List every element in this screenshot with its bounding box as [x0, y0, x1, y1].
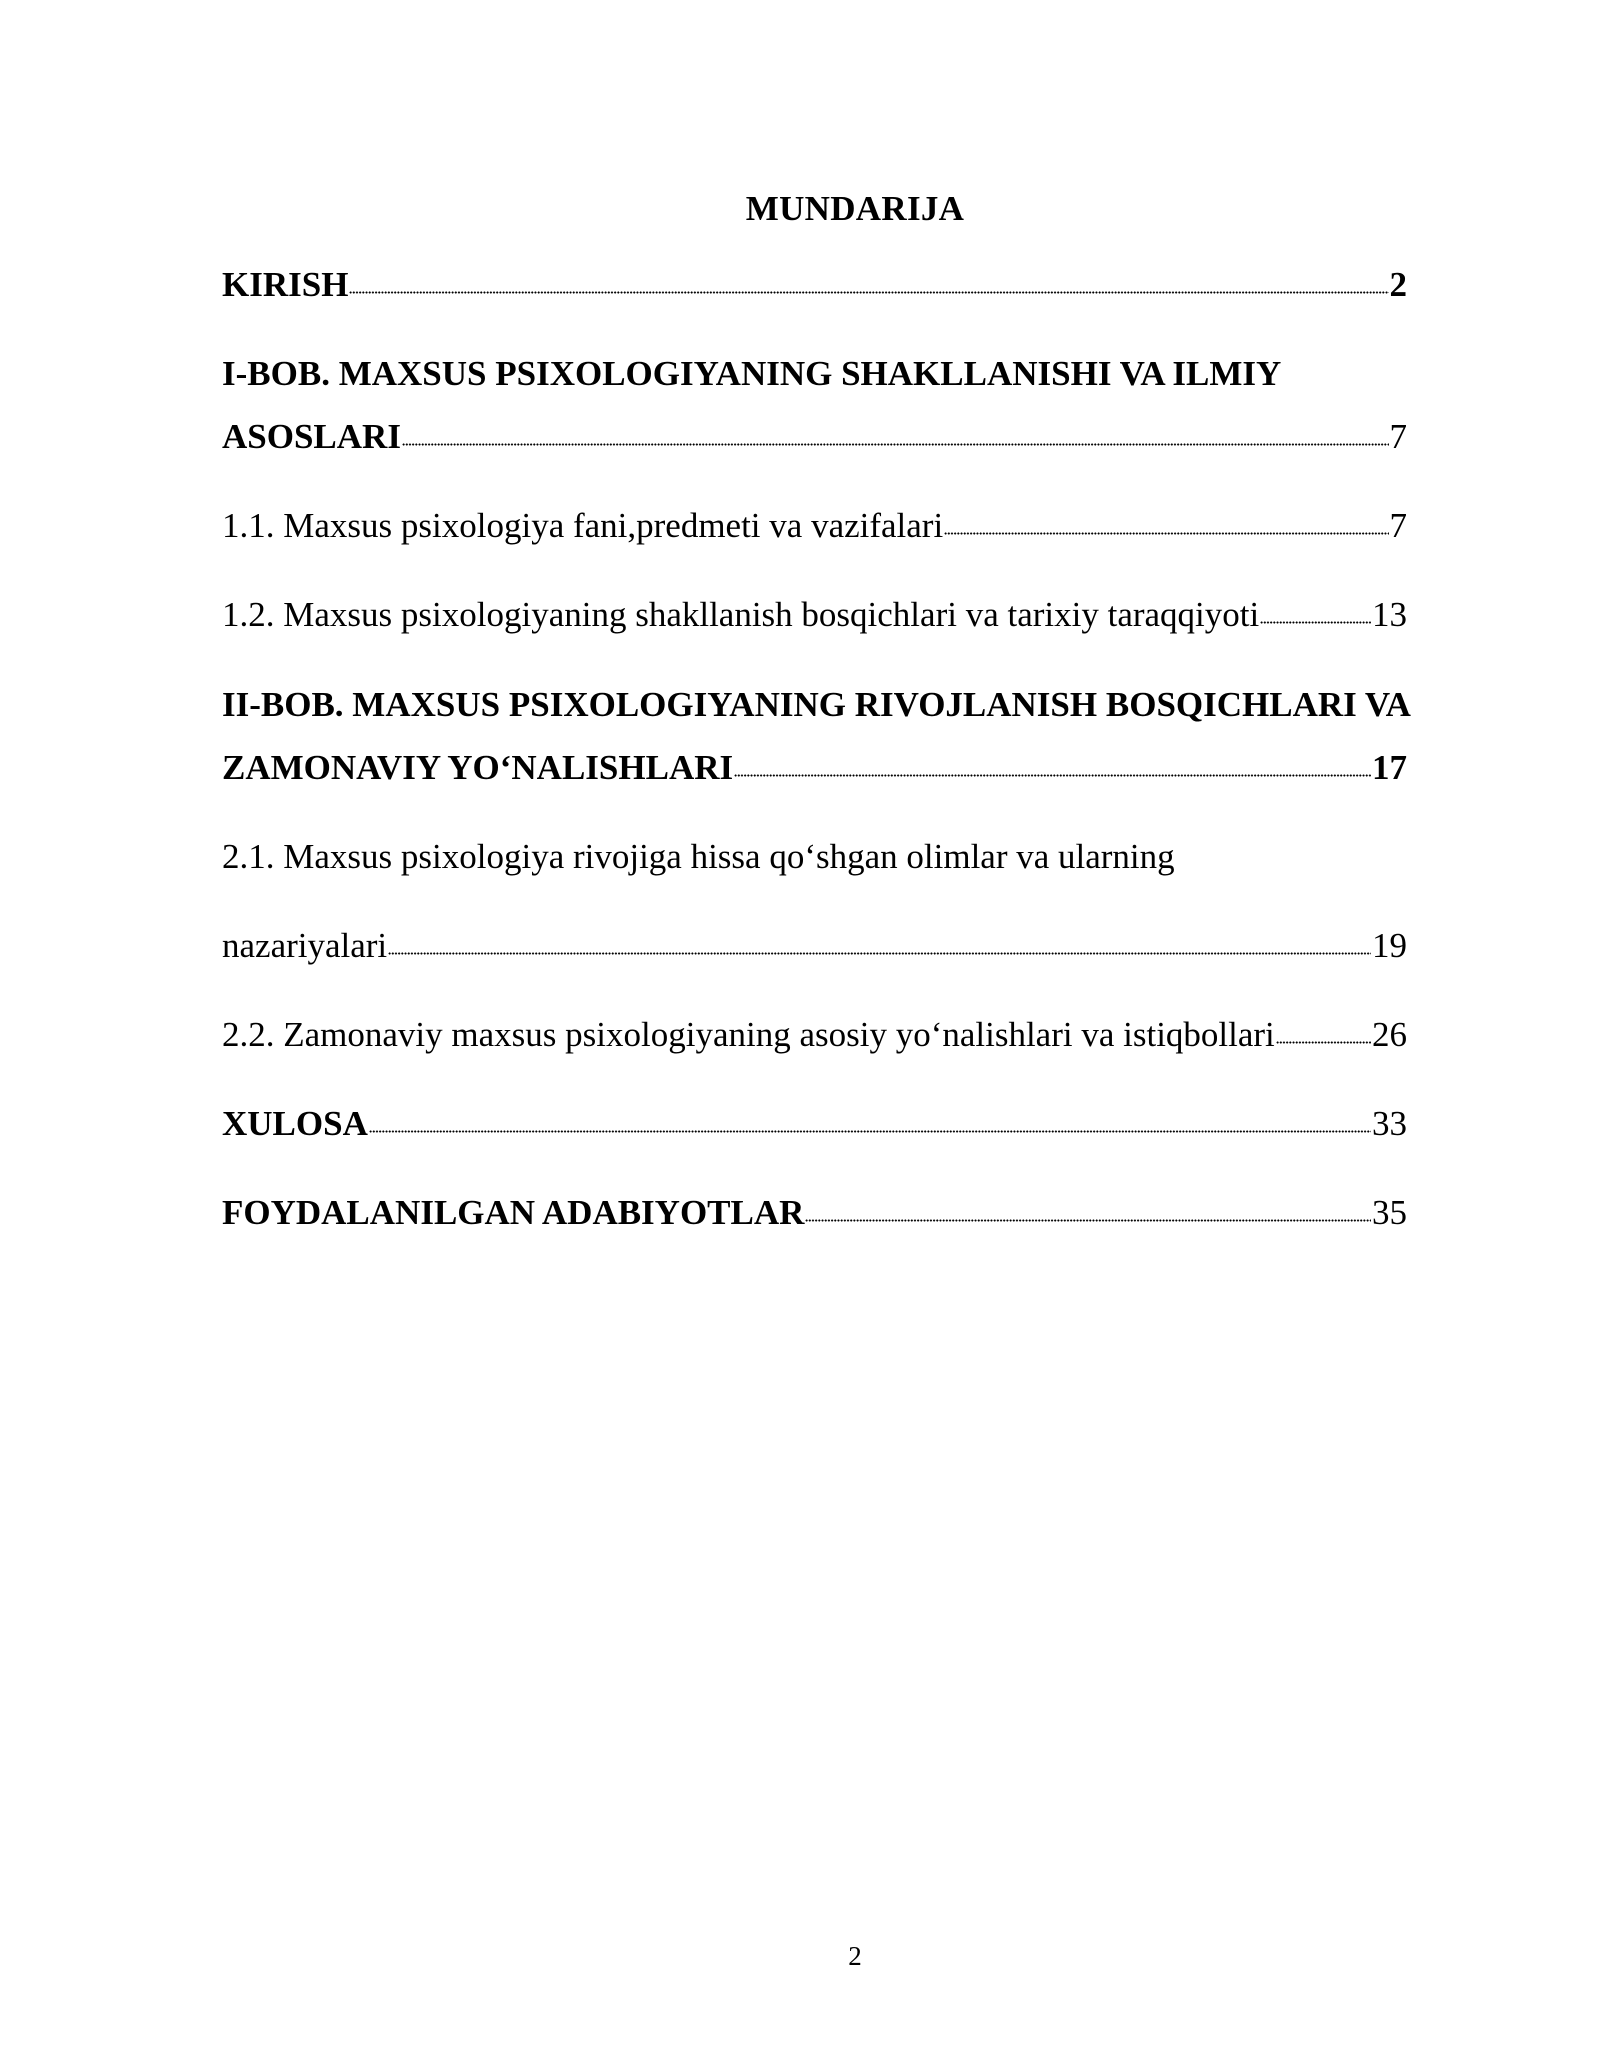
- toc-dot-leader: [402, 439, 1389, 449]
- toc-entry-section-1-1[interactable]: [222, 503, 1407, 549]
- toc-dot-leader: [1276, 1037, 1371, 1047]
- toc-entry-bob1-line1[interactable]: I-BOB. MAXSUS PSIXOLOGIYANING SHAKLLANISHI VA ILMIY: [222, 354, 1282, 393]
- toc-entry-label: ZAMONAVIY YO‘NALISHLARI: [222, 748, 734, 787]
- toc-entry-adabiyotlar[interactable]: [222, 1190, 1407, 1236]
- toc-entry-section-2-1[interactable]: [222, 923, 1407, 969]
- toc-entry-label: nazariyalari: [222, 926, 388, 965]
- toc-page-number: 2: [1389, 265, 1407, 304]
- toc-entry-label: FOYDALANILGAN ADABIYOTLAR: [222, 1193, 805, 1232]
- toc-page-number: 17: [1372, 748, 1407, 787]
- toc-dot-leader: [388, 948, 1371, 958]
- toc-page-number: 35: [1372, 1193, 1407, 1232]
- toc-entry-label: 1.2. Maxsus psixologiyaning shakllanish bosqichlari va tarixiy taraqqiyoti: [222, 595, 1260, 634]
- toc-page-number: 33: [1372, 1104, 1407, 1143]
- toc-entry-section-2-1-line1[interactable]: 2.1. Maxsus psixologiya rivojiga hissa qo‘shgan olimlar va ularning: [222, 837, 1175, 876]
- toc-entry-label: 2.2. Zamonaviy maxsus psixologiyaning asosiy yo‘nalishlari va istiqbollari: [222, 1015, 1275, 1054]
- toc-entry-label: 1.1. Maxsus psixologiya fani,predmeti va vazifalari: [222, 506, 944, 545]
- footer-page-number: 2: [848, 1941, 862, 1971]
- toc-entry-label: KIRISH: [222, 265, 349, 304]
- toc-page-number: 19: [1372, 926, 1407, 965]
- toc-page-number: 26: [1372, 1015, 1407, 1054]
- toc-dot-leader: [944, 528, 1388, 538]
- page-title: MUNDARIJA: [745, 189, 965, 228]
- toc-entry-section-1-2[interactable]: [222, 592, 1407, 638]
- toc-dot-leader: [805, 1215, 1371, 1225]
- toc-page-number: 7: [1389, 506, 1407, 545]
- toc-dot-leader: [349, 287, 1388, 297]
- toc-entry-bob2-line1[interactable]: II-BOB. MAXSUS PSIXOLOGIYANING RIVOJLANISH BOSQICHLARI VA: [222, 685, 1411, 724]
- toc-page-number: 13: [1372, 595, 1407, 634]
- toc-dot-leader: [369, 1126, 1371, 1136]
- toc-entry-bob2[interactable]: [222, 745, 1407, 791]
- toc-entry-bob1[interactable]: [222, 414, 1407, 460]
- toc-entry-label: ASOSLARI: [222, 417, 401, 456]
- toc-page-number: 7: [1389, 417, 1407, 456]
- toc-entry-xulosa[interactable]: [222, 1101, 1407, 1147]
- toc-entry-section-2-2[interactable]: [222, 1012, 1407, 1058]
- toc-entry-kirish[interactable]: [222, 262, 1407, 308]
- toc-dot-leader: [734, 770, 1371, 780]
- toc-entry-label: XULOSA: [222, 1104, 368, 1143]
- toc-dot-leader: [1260, 617, 1371, 627]
